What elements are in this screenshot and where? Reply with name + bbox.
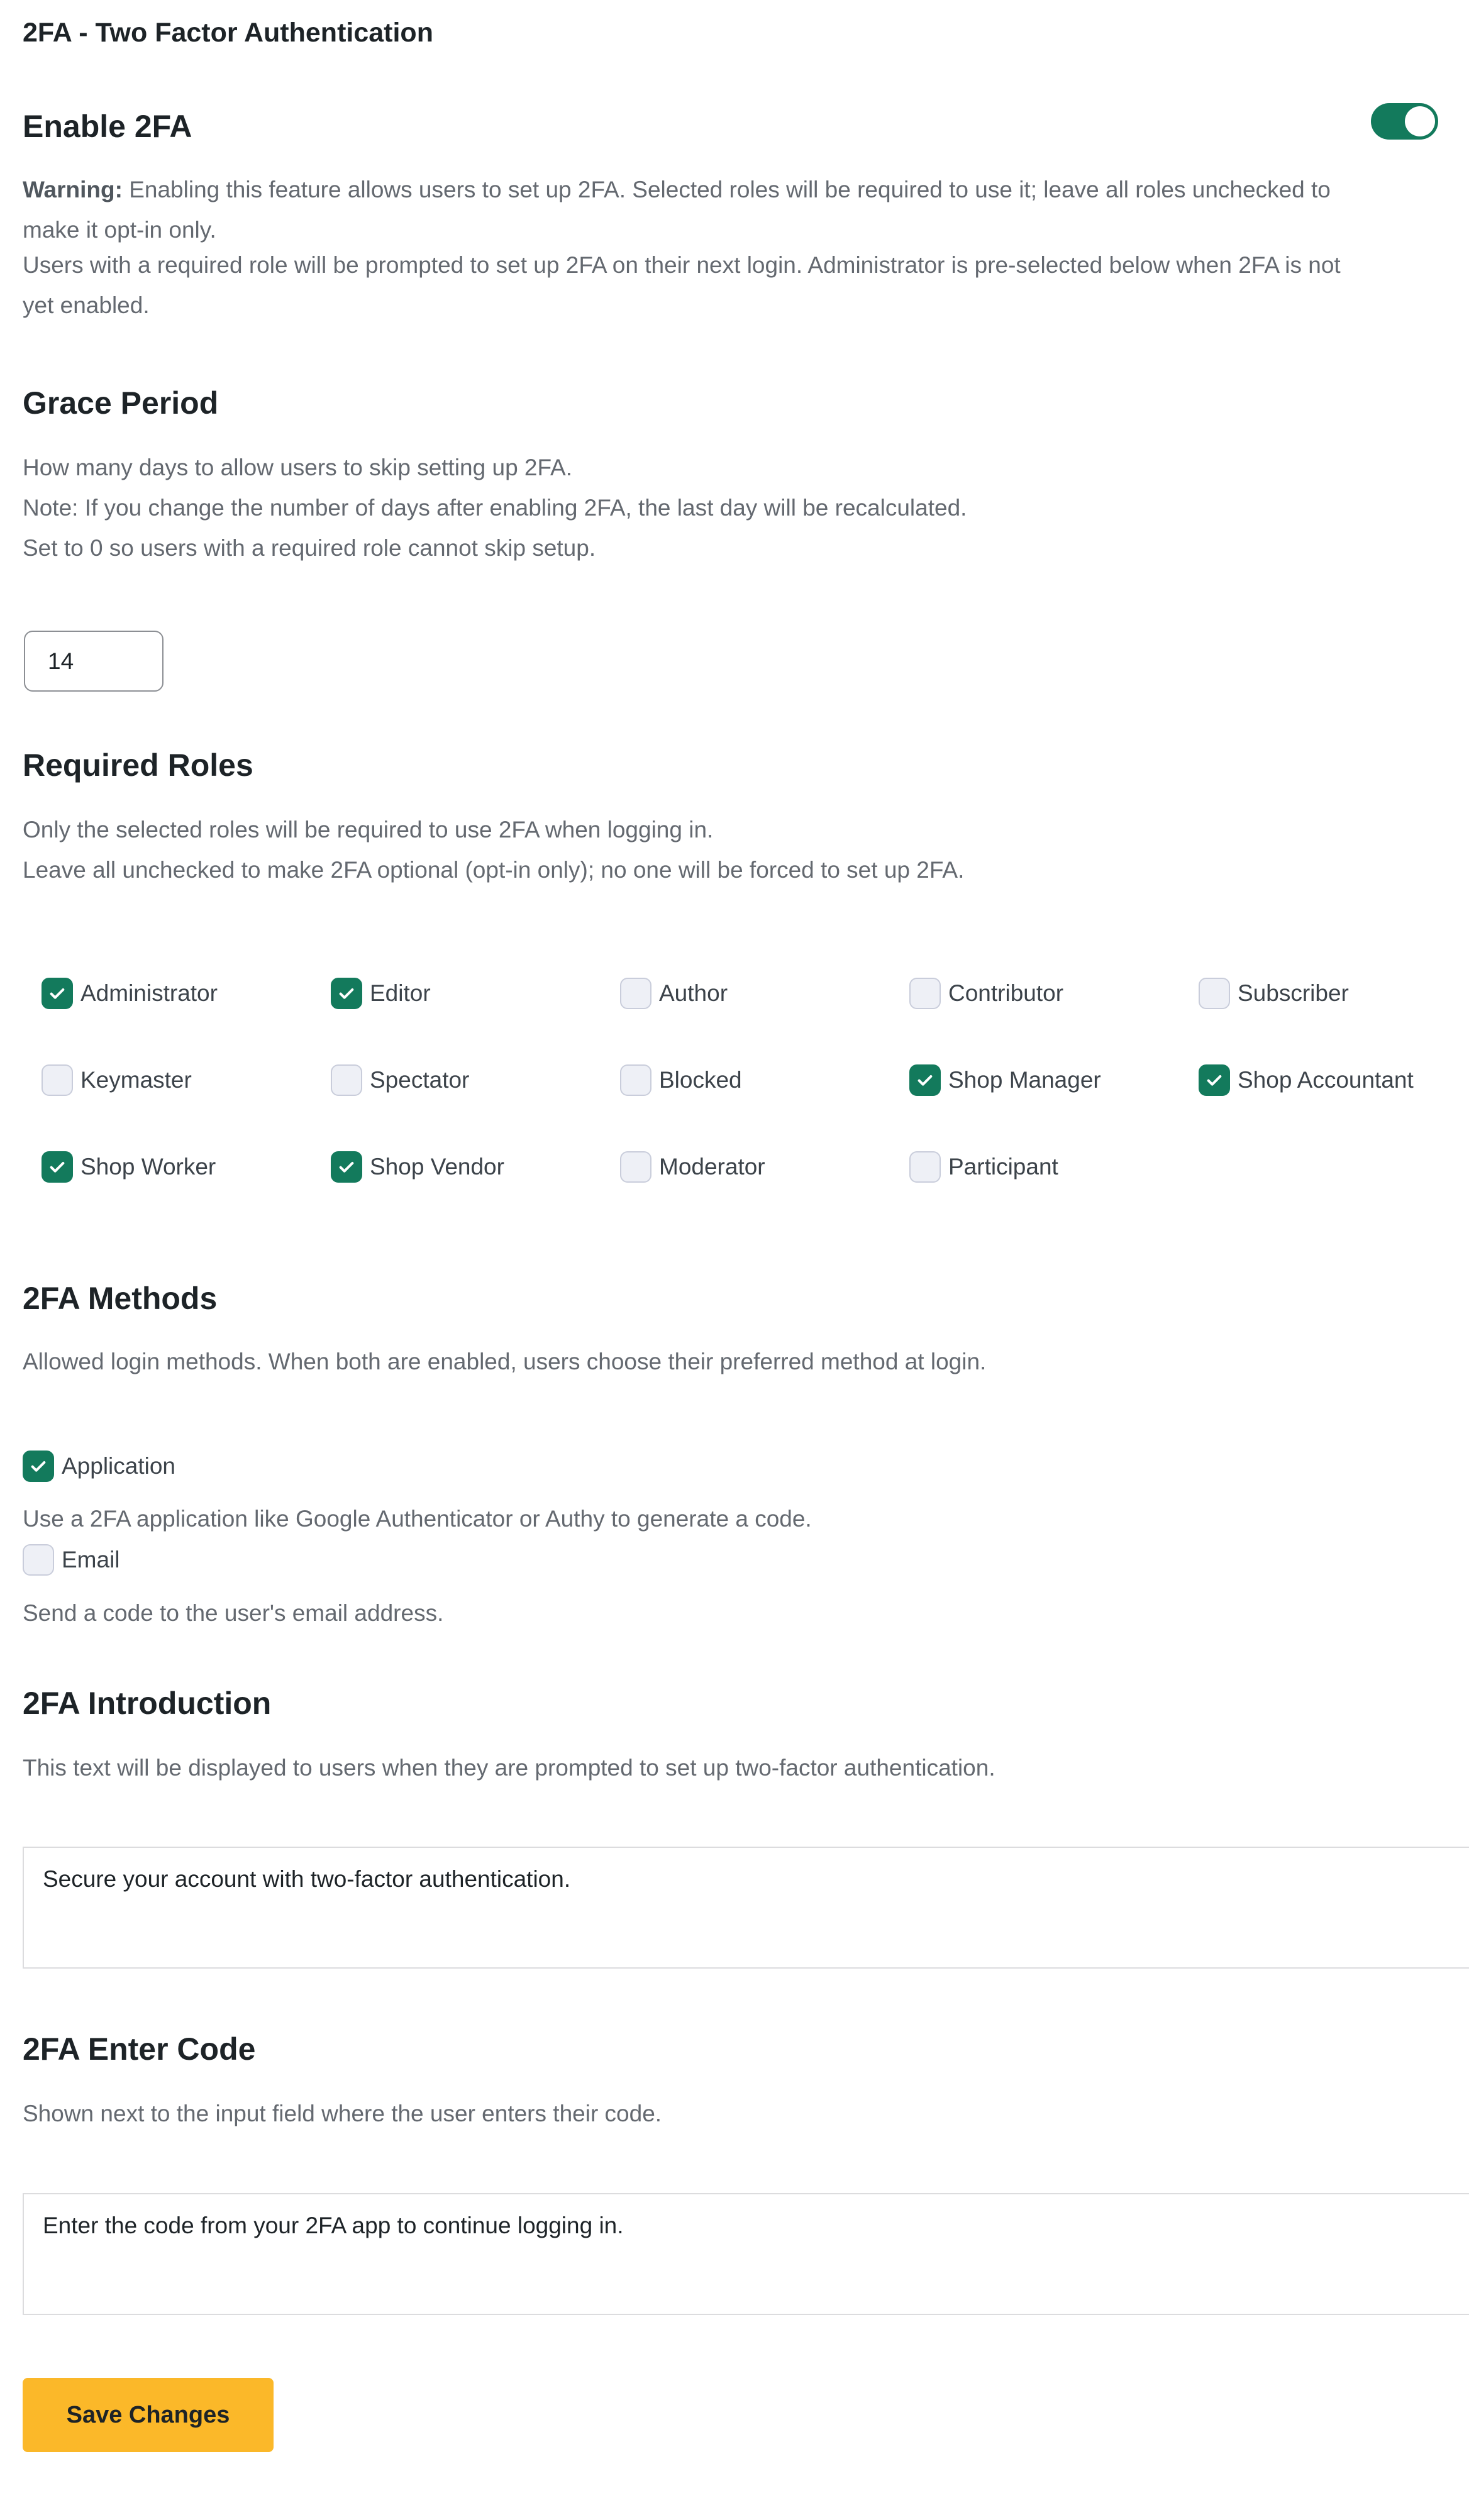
grace-period-title: Grace Period [23, 385, 219, 421]
enter-code-desc: Shown next to the input field where the user enters their code. [23, 2101, 662, 2126]
role-label-shop-worker[interactable]: Shop Worker [80, 1154, 216, 1180]
enable-2fa-title: Enable 2FA [23, 109, 192, 144]
role-label-moderator[interactable]: Moderator [659, 1154, 765, 1180]
grace-period-desc-3: Set to 0 so users with a required role cannot skip setup. [23, 535, 596, 561]
grace-period-desc-1: How many days to allow users to skip setting up 2FA. [23, 455, 573, 480]
role-label-author[interactable]: Author [659, 980, 728, 1006]
methods-desc: Allowed login methods. When both are enabled, users choose their preferred method at login. [23, 1349, 987, 1374]
role-label-administrator[interactable]: Administrator [80, 980, 218, 1006]
enable-2fa-toggle[interactable] [1371, 103, 1438, 140]
required-roles-title: Required Roles [23, 748, 253, 783]
role-label-shop-vendor[interactable]: Shop Vendor [370, 1154, 504, 1180]
role-label-contributor[interactable]: Contributor [948, 980, 1064, 1006]
role-checkbox-shop-accountant[interactable] [1199, 1064, 1230, 1096]
role-label-shop-accountant[interactable]: Shop Accountant [1238, 1067, 1414, 1093]
application-label[interactable]: Application [62, 1453, 176, 1479]
role-label-participant[interactable]: Participant [948, 1154, 1058, 1180]
role-checkbox-spectator[interactable] [331, 1064, 362, 1096]
role-checkbox-author[interactable] [620, 978, 651, 1009]
enable-2fa-note: Users with a required role will be prompted to set up 2FA on their next login. Administrator is pre-selected below when 2FA is not yet enabled. [23, 252, 1341, 318]
enable-2fa-warning [23, 170, 1337, 250]
role-label-keymaster[interactable]: Keymaster [80, 1067, 192, 1093]
role-label-subscriber[interactable]: Subscriber [1238, 980, 1349, 1006]
role-checkbox-shop-vendor[interactable] [331, 1151, 362, 1183]
grace-days-input[interactable] [24, 631, 164, 692]
save-changes-button[interactable]: Save Changes [23, 2378, 274, 2452]
methods-title: 2FA Methods [23, 1281, 218, 1316]
role-label-editor[interactable]: Editor [370, 980, 431, 1006]
required-roles-desc-2: Leave all unchecked to make 2FA optional (opt-in only); no one will be forced to set up 2FA. [23, 857, 965, 883]
required-roles-desc-1: Only the selected roles will be required to use 2FA when logging in. [23, 817, 714, 843]
role-checkbox-shop-manager[interactable] [909, 1064, 941, 1096]
role-checkbox-editor[interactable] [331, 978, 362, 1009]
introduction-title: 2FA Introduction [23, 1686, 272, 1721]
role-checkbox-keymaster[interactable] [42, 1064, 73, 1096]
page-title: 2FA - Two Factor Authentication [23, 18, 433, 48]
application-desc: Use a 2FA application like Google Authenticator or Authy to generate a code. [23, 1506, 812, 1532]
role-checkbox-participant[interactable] [909, 1151, 941, 1183]
role-checkbox-shop-worker[interactable] [42, 1151, 73, 1183]
role-label-spectator[interactable]: Spectator [370, 1067, 470, 1093]
enter-code-title: 2FA Enter Code [23, 2031, 256, 2067]
role-checkbox-moderator[interactable] [620, 1151, 651, 1183]
role-checkbox-contributor[interactable] [909, 978, 941, 1009]
email-desc: Send a code to the user's email address. [23, 1600, 444, 1626]
introduction-textarea[interactable] [23, 1847, 1469, 1969]
role-label-blocked[interactable]: Blocked [659, 1067, 742, 1093]
role-checkbox-administrator[interactable] [42, 978, 73, 1009]
warning-label: Warning: [23, 177, 123, 202]
toggle-knob [1405, 106, 1435, 136]
email-label[interactable]: Email [62, 1547, 120, 1572]
enter-code-textarea[interactable] [23, 2193, 1469, 2315]
introduction-desc: This text will be displayed to users when they are prompted to set up two-factor authentication. [23, 1755, 995, 1781]
grace-period-desc-2: Note: If you change the number of days after enabling 2FA, the last day will be recalculated. [23, 495, 967, 521]
application-checkbox[interactable] [23, 1451, 54, 1482]
warning-text: Enabling this feature allows users to set up 2FA. Selected roles will be required to use it; leave all roles unchecked to make it opt-in only. [23, 177, 1331, 243]
role-label-shop-manager[interactable]: Shop Manager [948, 1067, 1101, 1093]
email-checkbox[interactable] [23, 1544, 54, 1576]
role-checkbox-subscriber[interactable] [1199, 978, 1230, 1009]
role-checkbox-blocked[interactable] [620, 1064, 651, 1096]
